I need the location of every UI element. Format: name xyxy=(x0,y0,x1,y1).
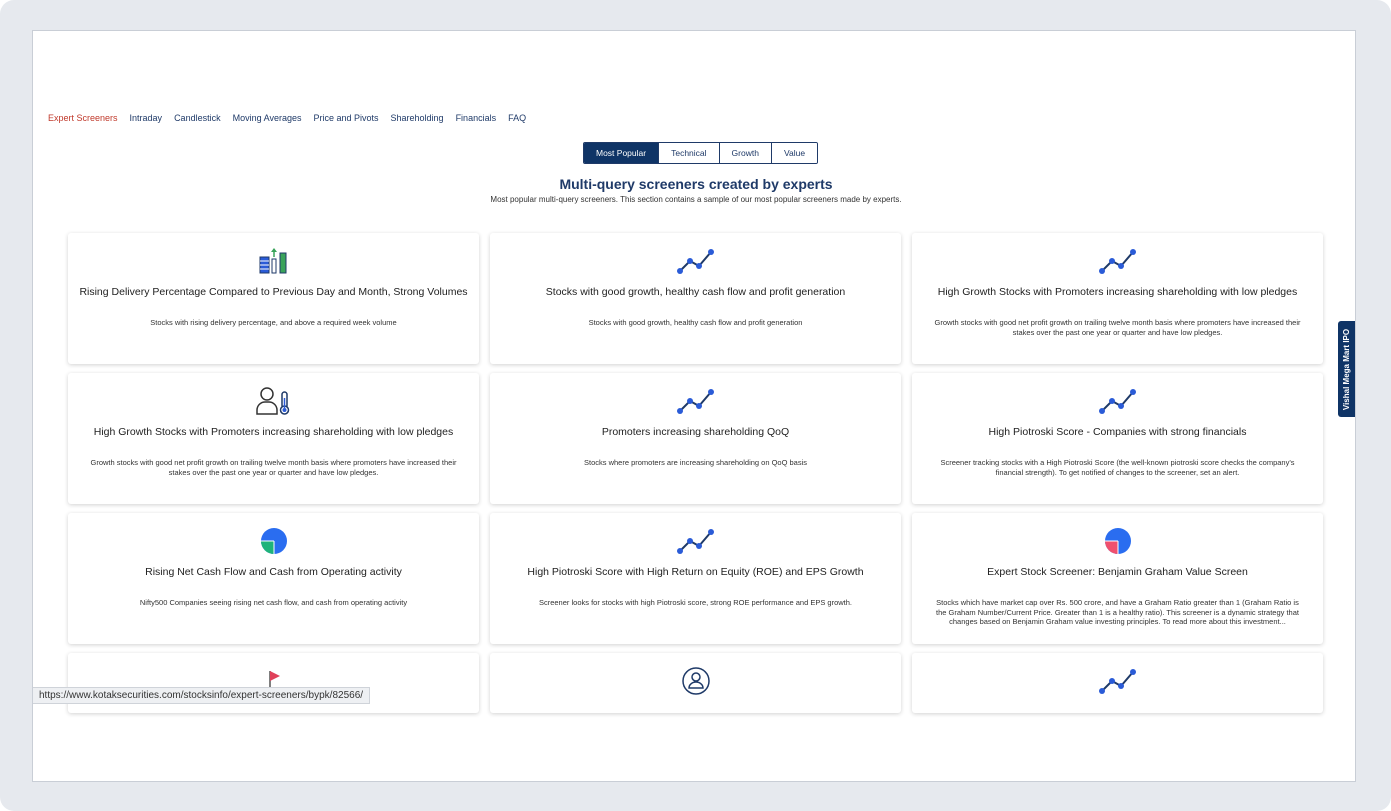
nav-moving-averages[interactable]: Moving Averages xyxy=(232,113,302,123)
ipo-side-tab[interactable] xyxy=(1338,321,1355,417)
card-description: Screener tracking stocks with a High Piotroski Score (the well-known piotroski score checks the company's financial strength). To get notified of changes to the screener, set an alert. xyxy=(940,458,1295,477)
nav-price-and-pivots[interactable]: Price and Pivots xyxy=(313,113,379,123)
screener-card[interactable] xyxy=(490,233,901,364)
card-title: High Growth Stocks with Promoters increasing shareholding with low pledges xyxy=(93,426,454,438)
screener-card[interactable] xyxy=(912,233,1323,364)
screener-card[interactable] xyxy=(490,513,901,644)
screener-card[interactable] xyxy=(68,653,479,713)
browser-viewport xyxy=(33,31,1355,781)
screener-card[interactable] xyxy=(490,373,901,504)
card-title: High Piotroski Score with High Return on Equity (ROE) and EPS Growth xyxy=(527,566,864,578)
card-title: Promoters increasing shareholding QoQ xyxy=(601,426,790,438)
card-description: Growth stocks with good net profit growth on trailing twelve month basis where promoters have increased their stakes over the past one year or quarter and have low pledges. xyxy=(90,458,457,477)
screener-card[interactable] xyxy=(912,513,1323,644)
trend-line-icon xyxy=(677,527,715,555)
trend-line-icon xyxy=(1099,387,1137,415)
nav-financials[interactable]: Financials xyxy=(455,113,497,123)
screener-card[interactable] xyxy=(912,653,1323,713)
trend-line-icon xyxy=(677,387,715,415)
user-circle-icon xyxy=(681,666,711,696)
nav-shareholding[interactable]: Shareholding xyxy=(390,113,444,123)
trend-line-icon xyxy=(677,247,715,275)
ipo-side-tab-label: Vishal Mega Mart IPO xyxy=(1342,328,1351,410)
pie-red-icon xyxy=(1103,526,1133,556)
status-bar-url: https://www.kotaksecurities.com/stocksinfo/expert-screeners/bypk/82566/ xyxy=(33,687,370,704)
screener-card[interactable] xyxy=(68,233,479,364)
trend-line-icon xyxy=(1099,247,1137,275)
card-description: Nifty500 Companies seeing rising net cash flow, and cash from operating activity xyxy=(139,598,408,607)
nav-intraday[interactable]: Intraday xyxy=(129,113,163,123)
tab-technical[interactable]: Technical xyxy=(659,143,719,163)
tab-most-popular[interactable]: Most Popular xyxy=(584,143,659,163)
screener-nav xyxy=(48,113,538,123)
section-title: Multi-query screeners created by experts xyxy=(559,176,833,192)
card-description: Growth stocks with good net profit growth on trailing twelve month basis where promoters have increased their stakes over the past one year or quarter and have low pledges. xyxy=(934,318,1301,337)
card-description: Stocks where promoters are increasing shareholding on QoQ basis xyxy=(583,458,808,467)
category-tabs xyxy=(583,142,818,164)
tab-value[interactable]: Value xyxy=(772,143,817,163)
card-title: Expert Stock Screener: Benjamin Graham Value Screen xyxy=(987,566,1248,578)
card-title: High Growth Stocks with Promoters increasing shareholding with low pledges xyxy=(937,286,1298,298)
card-title: High Piotroski Score - Companies with strong financials xyxy=(988,426,1247,438)
screener-card[interactable] xyxy=(912,373,1323,504)
card-description: Screener looks for stocks with high Piotroski score, strong ROE performance and EPS growth. xyxy=(538,598,853,607)
person-thermometer-icon xyxy=(255,386,293,416)
pie-green-icon xyxy=(259,526,289,556)
trend-line-icon xyxy=(1099,667,1137,695)
card-title: Stocks with good growth, healthy cash flow and profit generation xyxy=(545,286,846,298)
card-description: Stocks with good growth, healthy cash flow and profit generation xyxy=(588,318,803,327)
bar-chart-icon xyxy=(257,247,291,275)
screener-card[interactable] xyxy=(490,653,901,713)
section-subtitle: Most popular multi-query screeners. This section contains a sample of our most popular screeners made by experts. xyxy=(490,195,902,204)
card-title: Rising Delivery Percentage Compared to Previous Day and Month, Strong Volumes xyxy=(79,286,468,298)
card-title: Rising Net Cash Flow and Cash from Operating activity xyxy=(145,566,402,578)
nav-candlestick[interactable]: Candlestick xyxy=(174,113,221,123)
card-description: Stocks with rising delivery percentage, and above a required week volume xyxy=(150,318,397,327)
screener-grid xyxy=(68,233,1323,713)
tab-growth[interactable]: Growth xyxy=(720,143,772,163)
card-description: Stocks which have market cap over Rs. 500 crore, and have a Graham Ratio greater than 1 (Graham Ratio is the Graham Number/Current Price. Greater than 1 is a healthy ratio). This screener is a dynamic strategy that changes based on Benjamin Graham value investing principles. To read more about this investment... xyxy=(936,598,1299,626)
nav-expert-screeners[interactable]: Expert Screeners xyxy=(48,113,118,123)
screener-card[interactable] xyxy=(68,513,479,644)
screener-card[interactable] xyxy=(68,373,479,504)
nav-faq[interactable]: FAQ xyxy=(508,113,527,123)
